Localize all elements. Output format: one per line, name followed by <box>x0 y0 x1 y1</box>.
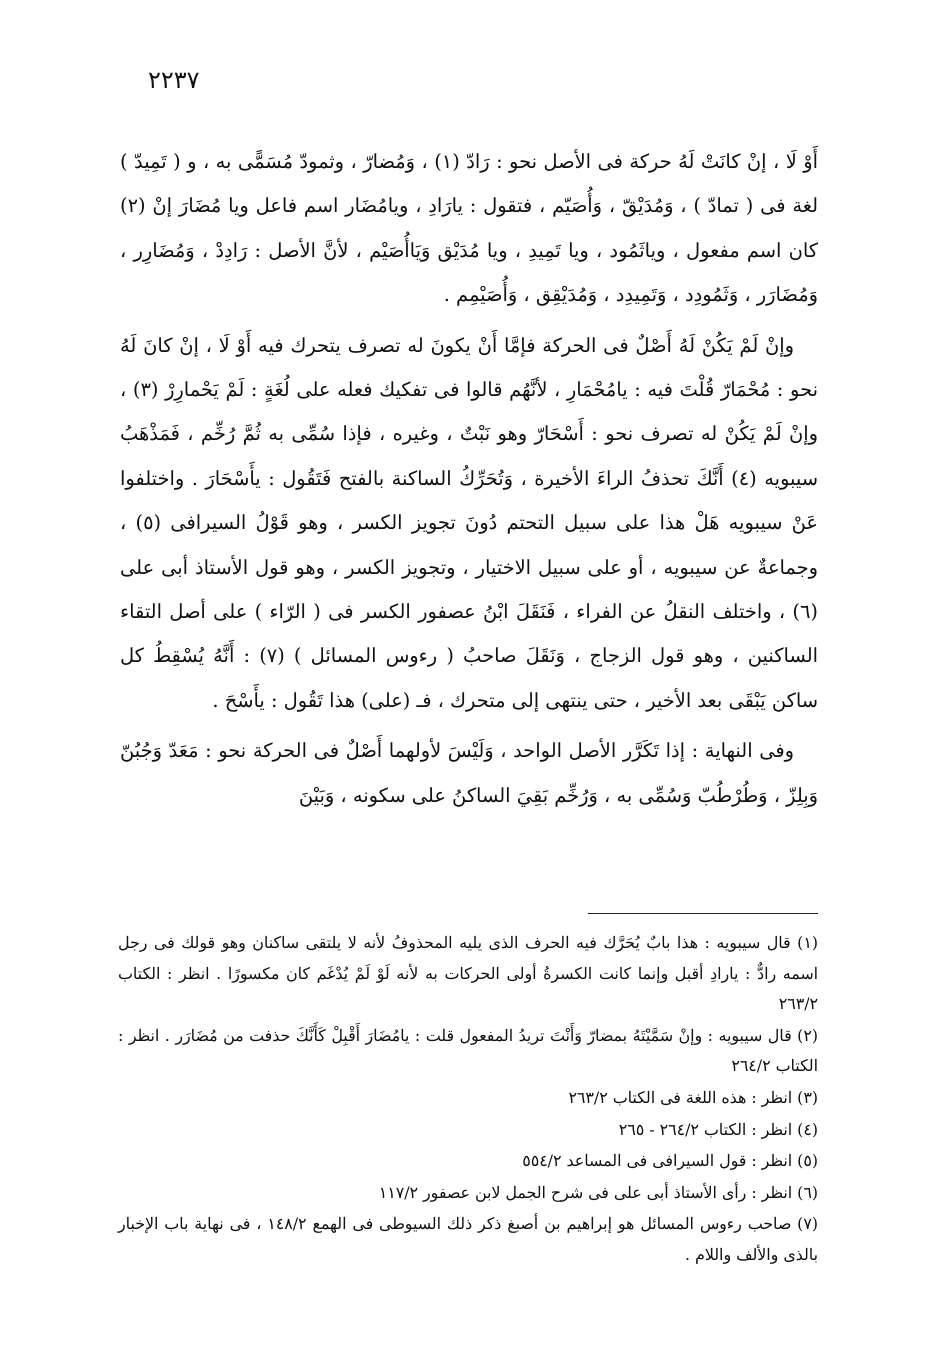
footnote-3: (٣) انظر : هذه اللغة فى الكتاب ٢٦٣/٢ <box>568 1087 818 1107</box>
paragraph: أَوْ لَا ، إنْ كانَتْ لَهُ حركة فى الأصل نحو : رَادّ (١) ، وَمُضارّ ، وثمودّ مُسَمًّى به ، و ( تَمِيدّ ) لغة فى ( تمادّ ) ، وَمُدَيْقّ ، وَأُصَيّم ، فتقول : يارَادِ ، ويامُضَار اسم فاعل ويا مُضَارَ إنْ (٢) كان اسم مفعول ، وياثَمُود ، ويا تَمِيدِ ، ويا مُدَيْق وَيَاأُصَيْم ، لأنَّ الأصل : رَادِدْ ، وَمُضَارِر ، وَمُضَارَر ، وَثَمُودِد ، وَتَمِيدِد ، وَمُدَيْقِق ، وَأُصَيْمِم . <box>120 150 818 307</box>
footnote-4: (٤) انظر : الكتاب ٢٦٤/٢ - ٢٦٥ <box>618 1119 818 1139</box>
page-number: ٢٢٣٧ <box>148 66 200 94</box>
paragraph: وإنْ لَمْ يَكُنْ لَهُ أَصْلٌ فى الحركة فإمَّا أَنْ يكونَ له تصرف يتحرك فيه أَوْ لَا ، إنْ كانَ لَهُ نحو : مُحْمَارّ قُلْتَ فيه : يامُحْمَارِ ، لأنَّهُم قالوا فى تفكيك فعله على لُغَةٍ : لَمْ يَحْمارِرْ (٣) ، وإنْ لَمْ يَكُنْ له تصرف نحو : أَسْحَارّ وهو نَبْتٌ ، وغيره ، فإذا سُمِّى به ثُمَّ رُخِّم ، فَمَذْهَبُ سيبويه (٤) أَنَّكَ تحذفُ الراءَ الأخيرة ، وَتُحَرِّكُ الساكنة بالفتح فَتَقُول : يأَسْحَارَ . واختلفوا عَنْ سيبويه هَلْ هذا على سبيل التحتم دُونَ تجويز الكسر ، وهو قَوْلُ السيرافى (٥) ، وجماعةٌ عن سيبويه ، أو على سبيل الاختيار ، وتجويز الكسر ، وهو قول الأستاذ أبى على (٦) ، واختلف النقلُ عن الفراء ، فَنَقَلَ ابْنُ عصفور الكسر فى ( الرّاء ) على أصل التقاء الساكنين ، وهو قول الزجاج ، وَنَقَلَ صاحبُ ( رءوس المسائل ) (٧) : أَنَّهُ يُسْقِطُ كل ساكن يَبْقَى بعد الأخير ، حتى ينتهى إلى متحرك ، فـ (على) هذا تَقُول : يأَسْحَ . <box>120 333 818 712</box>
paragraph: وفى النهاية : إذا تَكَرَّر الأصل الواحد ، وَلَيْسَ لأولهما أَصْلٌ فى الحركة نحو : مَعَدّ وَجُبُنّ وَبِلِزّ ، وَطُرْطُبّ وَسُمِّى به ، وَرُخِّم بَقِيَ الساكنُ على سكونه ، وَبَيْنَ <box>120 739 818 807</box>
footnote-6: (٦) انظر : رأى الأستاذ أبى على فى شرح الجمل لابن عصفور ١١٧/٢ <box>378 1182 818 1202</box>
footnote-2: (٢) قال سيبويه : وإنْ سَمَّيْتَهُ بمضارّ وَأَنْتَ تريدُ المفعول قلت : يامُضَارَ أَقْبِلْ كَأَنَّكَ حذفت من مُضَارَر . انظر : الكتاب ٢٦٤/٢ <box>118 1025 818 1076</box>
footnote-1: (١) قال سيبويه : هذا بابٌ يُحَرَّك فيه الحرف الذى يليه المحذوفُ لأنه لا يلتقى ساكنان وهو قولك فى رجل اسمه رادٌّ : يارادِ أقبل وإنما كانت الكسرةُ أولى الحركات به لأنه لَوْ لَمْ يُدْغَم كان مكسورًا . انظر : الكتاب ٢٦٣/٢ <box>118 933 818 1014</box>
main-text <box>120 140 818 824</box>
footnote-5: (٥) انظر : قول السيرافى فى المساعد ٥٥٤/٢ <box>522 1151 818 1171</box>
footnotes <box>118 928 818 1272</box>
footnote-7: (٧) صاحب رءوس المسائل هو إبراهيم بن أصبغ ذكر ذلك السيوطى فى الهمع ١٤٨/٢ ، فى نهاية باب الإخبار بالذى والألف واللام . <box>118 1214 818 1264</box>
footnote-separator <box>588 913 818 914</box>
